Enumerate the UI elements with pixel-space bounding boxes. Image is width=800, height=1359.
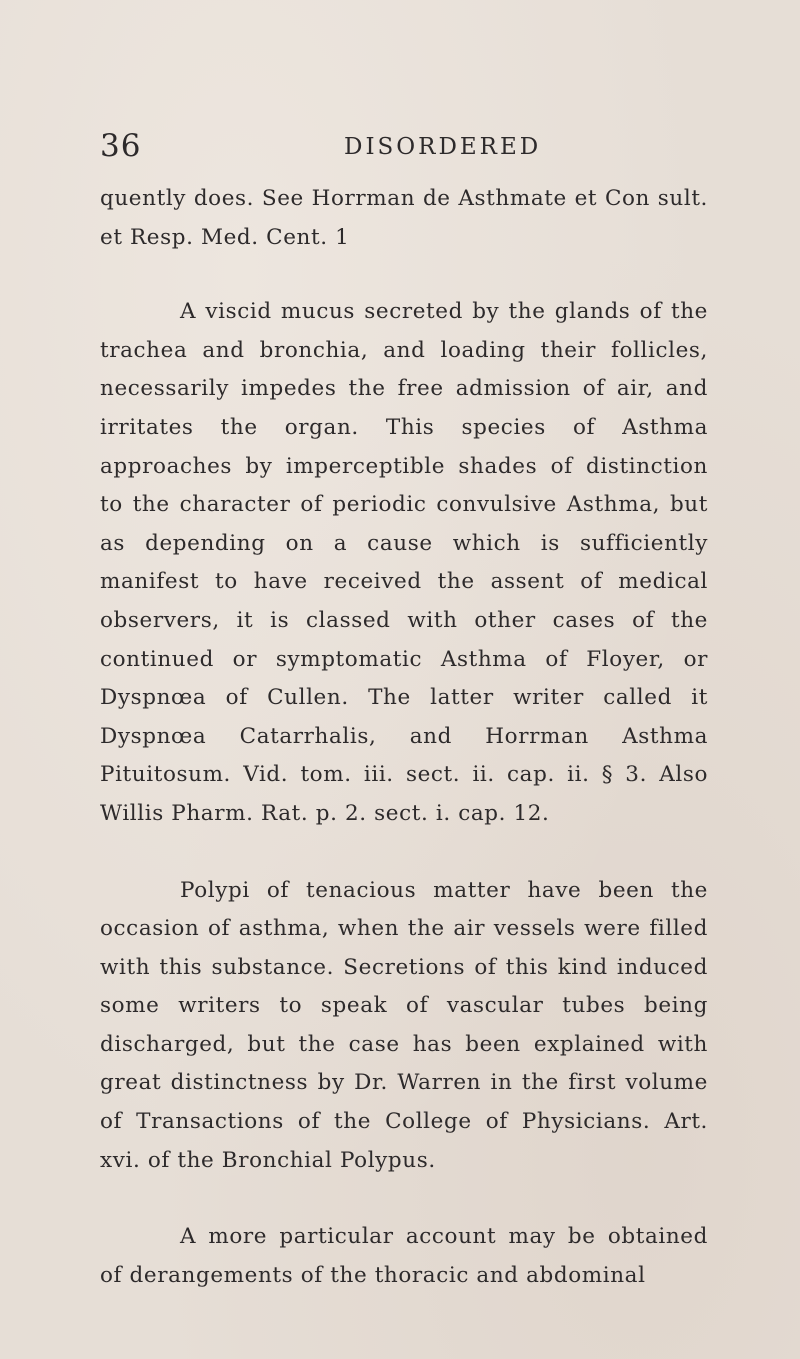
paragraph-polypi: Polypi of tenacious matter have been the occasion of asthma, when the air vessels were filled with this substance. Secretions of this kind induced some writers to speak of vascular tubes being discharged, but the case has been explained with great distinctness by Dr. Warren in the first volume of Transactions of the College of Physicians. Art. xvi. of the Bronchial Polypus. (100, 877, 708, 1173)
page-number: 36 (100, 128, 142, 164)
page-body (100, 180, 708, 1295)
running-title: DISORDERED (344, 134, 542, 160)
paragraph-more-particular: A more particular account may be obtained of derangements of the thoracic and abdominal (100, 1224, 708, 1288)
running-head (100, 128, 700, 168)
paragraph-viscid-mucus: A viscid mucus secreted by the glands of the trachea and bronchia, and loading their follicles, necessarily impedes the free admission of air, and irritates the organ. This species of Asthma approaches by imperceptible shades of distinction to the character of periodic convulsive Asthma, but as depending on a cause which is sufficiently manifest to have received the assent of medical observers, it is classed with other cases of the continued or symptomatic Asthma of Floyer, or Dyspnœa of Cullen. The latter writer called it Dyspnœa Catarrhalis, and Horrman Asthma Pituitosum. Vid. tom. iii. sect. ii. cap. ii. § 3. Also Willis Pharm. Rat. p. 2. sect. i. cap. 12. (100, 299, 708, 826)
paragraph-continuation: quently does. See Horrman de Asthmate et Con sult. et Resp. Med. Cent. 1 (100, 186, 708, 250)
